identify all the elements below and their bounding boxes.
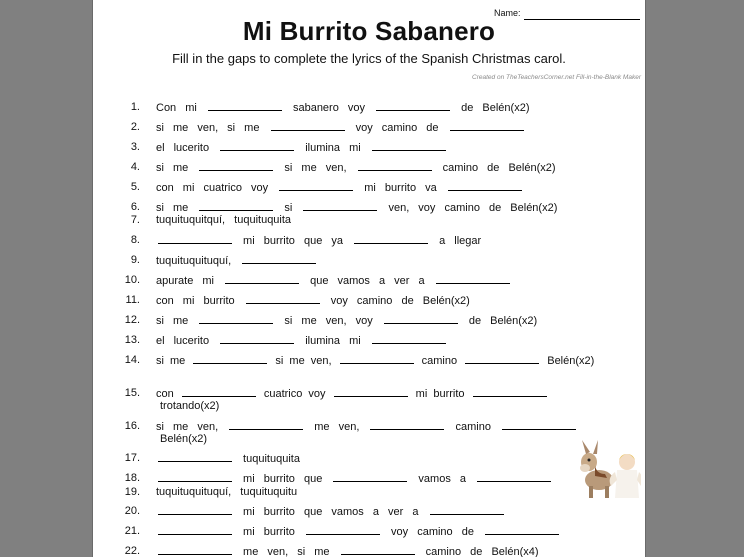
credit-note: Created on TheTeachersCorner.net Fill-in-the-Blank Maker — [472, 74, 641, 81]
item-number: 9. — [130, 254, 140, 266]
answer-blank[interactable] — [372, 141, 446, 151]
worksheet-instructions: Fill in the gaps to complete the lyrics of the Spanish Christmas carol. — [172, 51, 566, 66]
answer-blank[interactable] — [436, 274, 510, 284]
lyric-line: si me si me ven, camino Belén(x2) — [156, 355, 595, 367]
worksheet-title: Mi Burrito Sabanero — [242, 16, 496, 46]
lyric-line: tuquituquituquí, — [156, 254, 318, 267]
answer-blank[interactable] — [450, 121, 524, 131]
item-number: 22. — [124, 545, 140, 557]
answer-blank[interactable] — [376, 101, 450, 111]
answer-blank[interactable] — [372, 334, 446, 344]
lyric-line: si me ven, si me voy camino de — [156, 121, 526, 134]
answer-blank[interactable] — [158, 452, 232, 462]
lyric-line: tuquituquita — [156, 452, 300, 465]
item-number: 7. — [130, 214, 140, 226]
item-number: 18. — [124, 472, 140, 484]
lyric-line: si me si me ven, camino de Belén(x2) — [156, 162, 556, 174]
item-number: 10. — [124, 274, 140, 286]
item-number: 14. — [124, 354, 140, 366]
answer-blank[interactable] — [303, 201, 377, 211]
item-number: 5. — [130, 181, 140, 193]
lyric-line: el lucerito ilumina mi — [156, 334, 448, 347]
answer-blank[interactable] — [477, 472, 551, 482]
answer-blank[interactable] — [199, 314, 273, 324]
answer-blank[interactable] — [448, 181, 522, 191]
answer-blank[interactable] — [208, 101, 282, 111]
item-number: 19. — [124, 486, 140, 498]
answer-blank[interactable] — [358, 161, 432, 171]
item-number: 13. — [124, 334, 140, 346]
answer-blank[interactable] — [199, 161, 273, 171]
answer-blank[interactable] — [193, 354, 267, 364]
item-number: 12. — [124, 314, 140, 326]
lyric-line: con mi cuatrico voy mi burrito va — [156, 181, 524, 194]
lyric-line: Con mi sabanero voy de Belén(x2) — [156, 102, 530, 114]
lyric-line-continuation: Belén(x2) — [160, 433, 208, 445]
answer-blank[interactable] — [158, 234, 232, 244]
answer-blank[interactable] — [279, 181, 353, 191]
item-number: 6. — [130, 201, 140, 213]
lyric-line: tuquituquituquí, tuquituquitu — [156, 486, 298, 498]
lyric-line: mi burrito que ya a llegar — [156, 234, 481, 247]
answer-blank[interactable] — [199, 201, 273, 211]
item-number: 4. — [130, 161, 140, 173]
answer-blank[interactable] — [229, 420, 303, 430]
worksheet-page — [92, 0, 646, 557]
lyric-line: si me si ven, voy camino de Belén(x2) — [156, 202, 558, 214]
lyric-line: con mi burrito voy camino de Belén(x2) — [156, 295, 470, 307]
item-number: 11. — [125, 294, 140, 306]
lyric-line: tuquituquitquí, tuquituquita — [156, 214, 292, 226]
answer-blank[interactable] — [242, 254, 316, 264]
answer-blank[interactable] — [271, 121, 345, 131]
answer-blank[interactable] — [465, 354, 539, 364]
answer-blank[interactable] — [158, 505, 232, 515]
answer-blank[interactable] — [384, 314, 458, 324]
item-number: 21. — [124, 525, 140, 537]
answer-blank[interactable] — [306, 525, 380, 535]
answer-blank[interactable] — [340, 354, 414, 364]
answer-blank[interactable] — [220, 334, 294, 344]
answer-blank[interactable] — [485, 525, 559, 535]
answer-blank[interactable] — [220, 141, 294, 151]
answer-blank[interactable] — [341, 545, 415, 555]
lyric-line: con cuatrico voy mi burrito — [156, 387, 549, 400]
lyric-line-continuation: trotando(x2) — [160, 400, 220, 412]
answer-blank[interactable] — [158, 472, 232, 482]
lyric-line: si me ven, me ven, camino — [156, 420, 578, 433]
answer-blank[interactable] — [158, 545, 232, 555]
item-number: 1. — [130, 101, 140, 113]
lyric-line: si me si me ven, voy de Belén(x2) — [156, 315, 538, 327]
lyric-line: mi burrito voy camino de — [156, 525, 561, 538]
answer-blank[interactable] — [182, 387, 256, 397]
answer-blank[interactable] — [334, 387, 408, 397]
answer-blank[interactable] — [370, 420, 444, 430]
answer-blank[interactable] — [246, 294, 320, 304]
lyric-line: mi burrito que vamos a — [156, 472, 553, 485]
item-number: 17. — [124, 452, 140, 464]
answer-blank[interactable] — [333, 472, 407, 482]
lyric-line: apurate mi que vamos a ver a — [156, 274, 512, 287]
answer-blank[interactable] — [430, 505, 504, 515]
item-number: 2. — [130, 121, 140, 133]
item-number: 20. — [124, 505, 140, 517]
answer-blank[interactable] — [473, 387, 547, 397]
lyric-line: el lucerito ilumina mi — [156, 141, 448, 154]
lyric-line: me ven, si me camino de Belén(x4) — [156, 545, 539, 557]
answer-blank[interactable] — [158, 525, 232, 535]
answer-blank[interactable] — [225, 274, 299, 284]
answer-blank[interactable] — [502, 420, 576, 430]
item-number: 8. — [130, 234, 140, 246]
donkey-angel-illustration — [577, 440, 641, 502]
item-number: 16. — [124, 420, 140, 432]
name-label: Name: — [494, 8, 521, 18]
item-number: 15. — [124, 387, 140, 399]
item-number: 3. — [130, 141, 140, 153]
lyric-line: mi burrito que vamos a ver a — [156, 505, 506, 518]
answer-blank[interactable] — [354, 234, 428, 244]
